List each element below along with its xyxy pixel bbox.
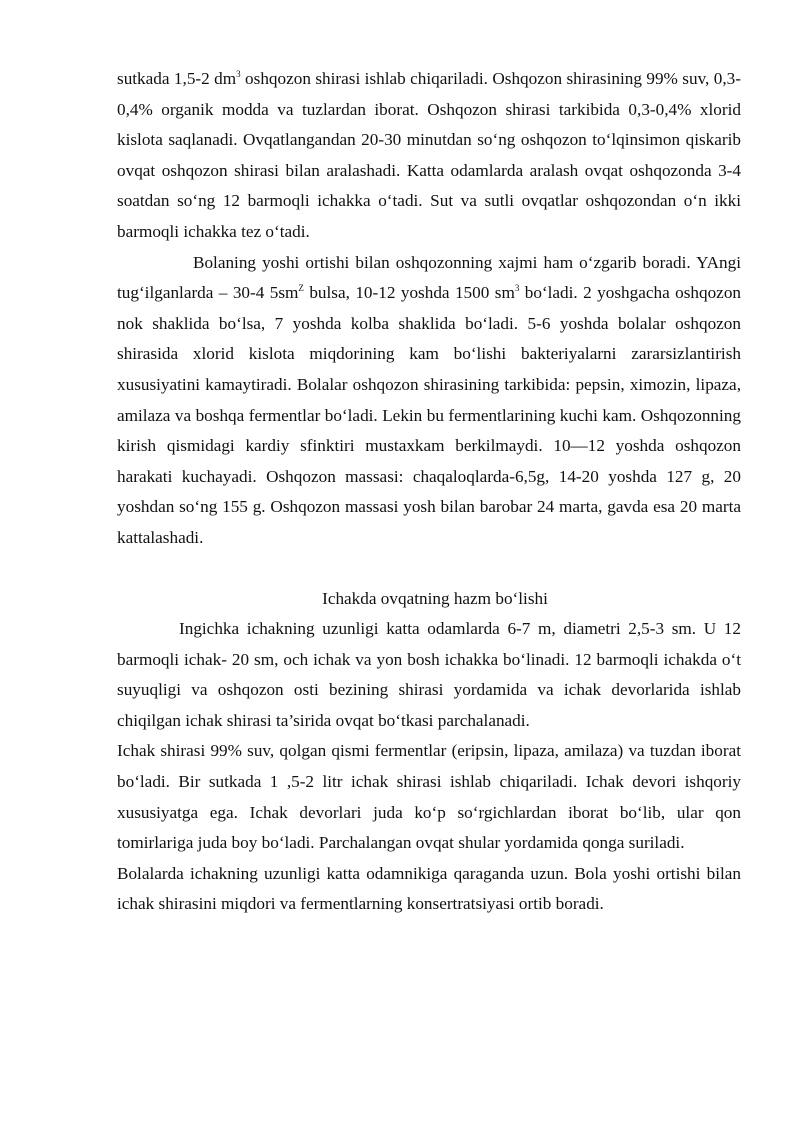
text: bulsa, 10-12 yoshda 1500 sm [303, 283, 515, 303]
spacer [117, 554, 741, 584]
text: sutkada 1,5-2 dm [117, 69, 237, 88]
text: oshqozon shirasi ishlab chiqariladi. Oshqozon shirasining 99% suv, 0,3-0,4% organik modda va tuzlardan iborat. Oshqozon shirasi tarkibida 0,3-0,4% xlorid kislota saqlanadi. Ovqatlangandan 20-30 minutdan so‘ng oshqozon to‘lqinsimon qiskarib ovqat oshqozon shirasi bilan aralashadi. Katta odamlarda aralash ovqat oshqozonda 3-4 soatdan so‘ng 12 barmoqli ichakka o‘tadi. Sut va sutli ovqatlar oshqozondan o‘n ikki barmoqli ichakka tez o‘tadi. [117, 69, 741, 241]
paragraph-stomach-juice [117, 64, 741, 248]
text: Bolaning yoshi ortishi bilan oshqozonning xajmi ham o‘zgarib boradi. YAngi tug‘ilganlarda – 30-4 5sm [117, 252, 741, 303]
document-page [117, 64, 741, 920]
superscript: 3 [236, 69, 241, 79]
superscript: 3 [514, 283, 520, 294]
paragraph-stomach-age [117, 248, 741, 554]
superscript: Z [298, 283, 304, 294]
section-heading: Ichakda ovqatning hazm bo‘lishi [322, 588, 548, 608]
paragraph-intestinal-juice: Ichak shirasi 99% suv, qolgan qismi fermentlar (eripsin, lipaza, amilaza) va tuzdan iborat bo‘ladi. Bir sutkada 1 ,5-2 litr ichak shirasi ishlab chiqariladi. Ichak devori ishqoriy xususiyatga ega. Ichak devorlari juda ko‘p so‘rgichlardan iborat bo‘lib, ular qon tomirlariga juda boy bo‘ladi. Parchalangan ovqat shular yordamida qonga suriladi. [117, 741, 741, 853]
text: bo‘ladi. 2 yoshgacha oshqozon nok shaklida bo‘lsa, 7 yoshda kolba shaklida bo‘ladi. 5-6 yoshda bolalar oshqozon shirasida xlorid kislota miqdorining kam bo‘lishi bakteriyalarni zararsizlantirish xususiyatini kamaytiradi. Bolalar oshqozon shirasining tarkibida: pepsin, ximozin, lipaza, amilaza va boshqa fermentlar bo‘ladi. Lekin bu fermentlarining kuchi kam. Oshqozonning kirish qismidagi kardiy sfinktiri mustaxkam berkilmaydi. 10—12 yoshda oshqozon harakati kuchayadi. Oshqozon massasi: chaqaloqlarda-6,5g, 14-20 yoshda 127 g, 20 yoshdan so‘ng 155 g. Oshqozon massasi yosh bilan barobar 24 marta, gavda esa 20 marta kattalashadi. [117, 283, 742, 547]
paragraph-small-intestine: Ingichka ichakning uzunligi katta odamlarda 6-7 m, diametri 2,5-3 sm. U 12 barmoqli ichak- 20 sm, och ichak va yon bosh ichakka bo‘linadi. 12 barmoqli ichakda o‘t suyuqligi va oshqozon osti bezining shirasi yordamida va ichak devorlarida ishlab chiqilgan ichak shirasi ta’sirida ovqat bo‘tkasi parchalanadi. [117, 619, 741, 730]
paragraph-children-intestine: Bolalarda ichakning uzunligi katta odamnikiga qaraganda uzun. Bola yoshi ortishi bilan ichak shirasini miqdori va fermentlarning konsertratsiyasi ortib boradi. [117, 863, 741, 914]
